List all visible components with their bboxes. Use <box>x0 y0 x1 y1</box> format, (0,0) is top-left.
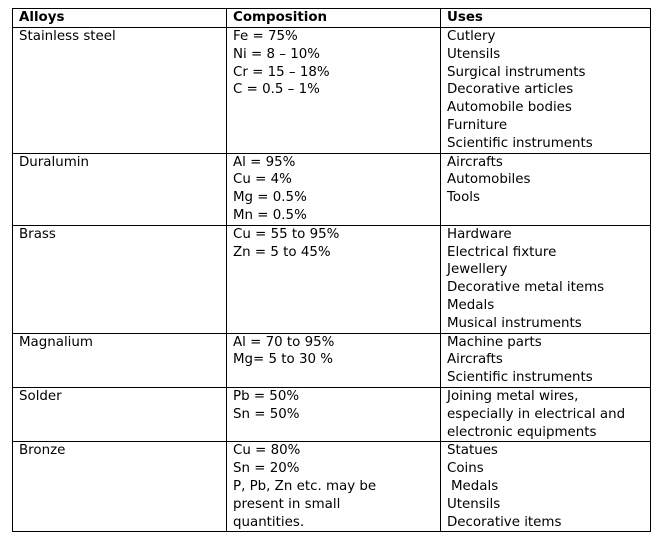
composition-line: Al = 70 to 95% <box>233 334 335 350</box>
use-line: Medals <box>451 478 499 494</box>
use-line: Cutlery <box>447 29 496 44</box>
composition-line: Sn = 50% <box>233 406 300 422</box>
alloy-cell <box>13 442 227 532</box>
uses-cell <box>441 333 651 387</box>
composition-cell <box>227 153 441 225</box>
composition-line: Pb = 50% <box>233 388 300 404</box>
use-line: Statues <box>447 443 498 459</box>
composition-line: Sn = 20% <box>233 461 300 477</box>
composition-line: Cu = 80% <box>233 443 301 459</box>
uses-cell <box>441 442 651 532</box>
table-header <box>13 9 651 28</box>
use-line: Coins <box>447 461 484 477</box>
composition-line: quantities. <box>233 514 305 530</box>
uses-cell <box>441 153 651 225</box>
use-line: Scientific instruments <box>447 370 593 386</box>
use-line: Aircrafts <box>447 352 503 368</box>
table-row <box>13 153 651 225</box>
use-line: Automobile bodies <box>447 100 572 116</box>
table-row <box>13 387 651 441</box>
uses-cell <box>441 387 651 441</box>
use-line: Tools <box>447 190 480 206</box>
composition-line: Mg= 5 to 30 % <box>233 352 334 368</box>
use-line: Scientific instruments <box>447 135 593 151</box>
composition-line: P, Pb, Zn etc. may be <box>233 478 377 494</box>
use-line: Machine parts <box>447 334 542 350</box>
table-row <box>13 442 651 532</box>
use-line: Electrical fixture <box>447 244 557 260</box>
use-line: Decorative metal items <box>447 280 605 296</box>
composition-cell <box>227 387 441 441</box>
use-line: electronic equipments <box>447 424 597 440</box>
composition-line: Cu = 4% <box>233 172 292 188</box>
alloy-cell <box>13 153 227 225</box>
composition-line: Cu = 55 to 95% <box>233 226 340 242</box>
use-line: Furniture <box>447 117 508 133</box>
composition-cell <box>227 442 441 532</box>
use-line: Jewellery <box>447 262 508 278</box>
alloy-name: Bronze <box>19 443 66 459</box>
composition-line: Zn = 5 to 45% <box>233 244 331 260</box>
use-line: Medals <box>447 297 495 313</box>
header-composition: Composition <box>227 9 441 28</box>
alloy-cell <box>13 333 227 387</box>
use-line: Hardware <box>447 226 512 242</box>
use-line: Decorative items <box>447 514 562 530</box>
use-line: Automobiles <box>447 172 531 188</box>
composition-line: Mg = 0.5% <box>233 190 307 206</box>
uses-cell <box>441 28 651 154</box>
composition-line: Ni = 8 – 10% <box>233 46 320 62</box>
composition-line: Mn = 0.5% <box>233 207 307 223</box>
table-row <box>13 225 651 333</box>
use-line: Surgical instruments <box>447 64 586 80</box>
header-alloys: Alloys <box>13 9 227 28</box>
table-body <box>13 28 651 532</box>
table-row <box>13 28 651 154</box>
composition-cell <box>227 28 441 154</box>
header-row <box>13 9 651 28</box>
use-line: Utensils <box>447 46 501 62</box>
composition-cell <box>227 333 441 387</box>
composition-line: Cr = 15 – 18% <box>233 64 330 80</box>
alloy-name: Duralumin <box>19 154 89 170</box>
use-line: Aircrafts <box>447 154 503 170</box>
composition-line: present in small <box>233 496 341 512</box>
alloy-name: Magnalium <box>19 334 93 350</box>
composition-line: Al = 95% <box>233 154 296 170</box>
alloy-cell <box>13 225 227 333</box>
alloy-name: Stainless steel <box>19 29 116 44</box>
use-line: Decorative articles <box>447 82 574 98</box>
composition-cell <box>227 225 441 333</box>
use-line: Utensils <box>447 496 501 512</box>
use-line: Musical instruments <box>447 315 582 331</box>
alloys-table <box>12 8 651 532</box>
use-line: especially in electrical and <box>447 406 626 422</box>
alloy-cell <box>13 28 227 154</box>
alloy-name: Brass <box>19 226 56 242</box>
alloy-name: Solder <box>19 388 62 404</box>
use-line: Joining metal wires, <box>447 388 579 404</box>
header-uses: Uses <box>441 9 651 28</box>
uses-cell <box>441 225 651 333</box>
composition-line: Fe = 75% <box>233 29 298 44</box>
alloy-cell <box>13 387 227 441</box>
composition-line: C = 0.5 – 1% <box>233 82 320 98</box>
table-row <box>13 333 651 387</box>
